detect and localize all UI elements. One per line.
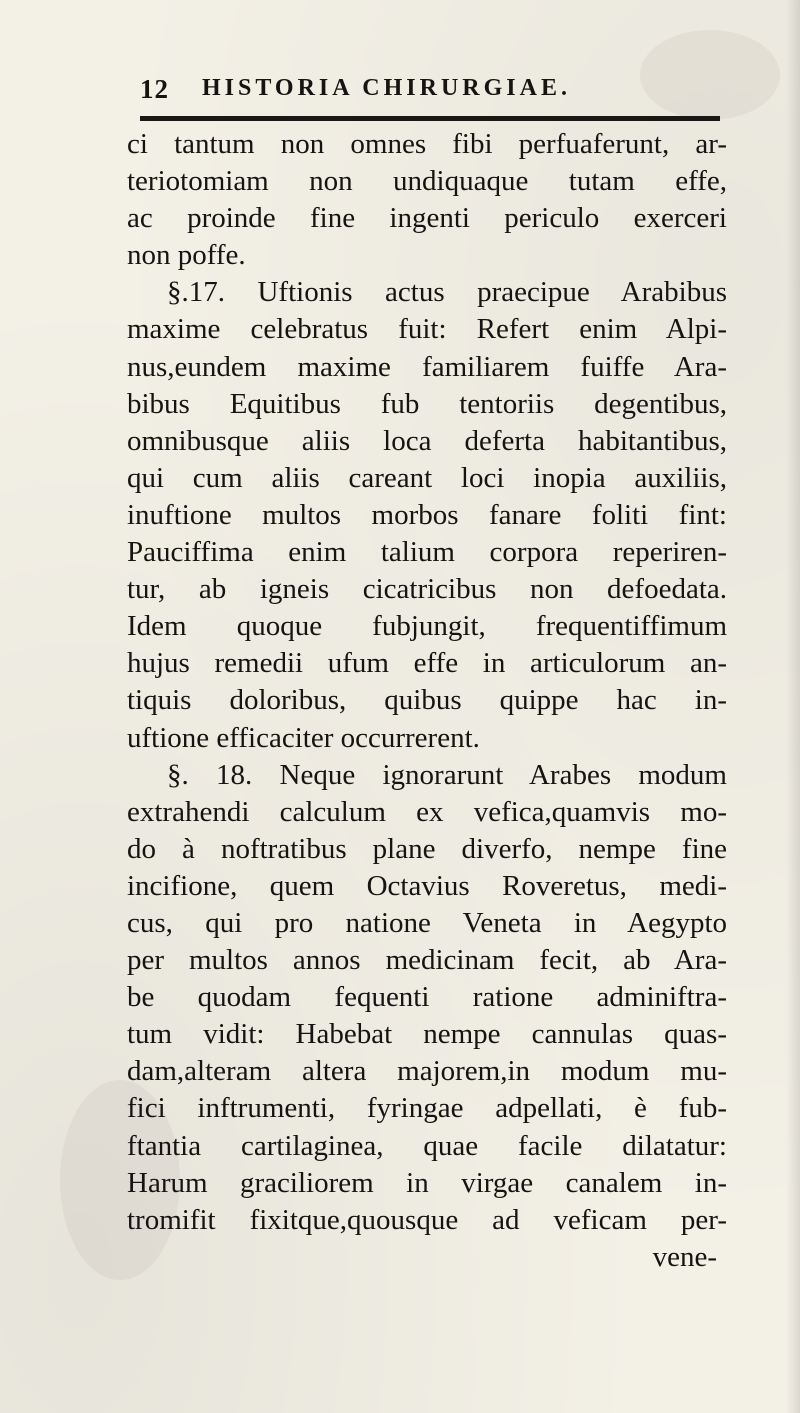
text-line: teriotomiam non undiquaque tutam effe, <box>127 165 727 198</box>
text-line: per multos annos medicinam fecit, ab Ara- <box>127 944 727 977</box>
text-line: §. 18. Neque ignorarunt Arabes modum <box>167 758 727 791</box>
text-line: §.17. Uftionis actus praecipue Arabibus <box>167 276 727 309</box>
text-line: Pauciffima enim talium corpora reperiren- <box>127 536 727 569</box>
text-line: do à noftratibus plane diverfo, nempe fine <box>127 832 727 865</box>
running-head: HISTORIA CHIRURGIAE. <box>202 75 571 101</box>
page-number: 12 <box>140 74 169 104</box>
text-line: tum vidit: Habebat nempe cannulas quas- <box>127 1018 727 1051</box>
text-line: fici inftrumenti, fyringae adpellati, è fub- <box>127 1092 727 1125</box>
text-line: dam,alteram altera majorem,in modum mu- <box>127 1055 727 1088</box>
body-text <box>127 126 727 1276</box>
text-line: ac proinde fine ingenti periculo exerceri <box>127 202 727 235</box>
text-line: tur, ab igneis cicatricibus non defoedata. <box>127 573 727 606</box>
text-line: cus, qui pro natione Veneta in Aegypto <box>127 906 727 939</box>
text-line: incifione, quem Octavius Roveretus, medi- <box>127 869 727 902</box>
text-line: Harum graciliorem in virgae canalem in- <box>127 1166 727 1199</box>
text-line: hujus remedii ufum effe in articulorum an- <box>127 647 727 680</box>
text-line: inuftione multos morbos fanare foliti fint: <box>127 498 727 531</box>
page-edge-shadow <box>786 0 800 1413</box>
text-line: be quodam fequenti ratione adminiftra- <box>127 981 727 1014</box>
text-line: extrahendi calculum ex vefica,quamvis mo- <box>127 795 727 828</box>
text-line: ci tantum non omnes fibi perfuaferunt, ar- <box>127 128 727 160</box>
text-line: tiquis doloribus, quibus quippe hac in- <box>127 684 727 717</box>
header-rule <box>140 116 720 121</box>
text-line: uftione efficaciter occurrerent. <box>127 721 480 754</box>
text-line: qui cum aliis careant loci inopia auxiliis, <box>127 461 727 494</box>
text-line: omnibusque aliis loca deferta habitantibus, <box>127 424 727 457</box>
text-line: non poffe. <box>127 239 246 272</box>
catchword: vene- <box>652 1240 717 1273</box>
text-line: maxime celebratus fuit: Refert enim Alpi- <box>127 313 727 346</box>
text-line: bibus Equitibus fub tentoriis degentibus, <box>127 387 727 420</box>
text-line: nus,eundem maxime familiarem fuiffe Ara- <box>127 350 727 383</box>
page-header <box>140 74 720 114</box>
text-line: Idem quoque fubjungit, frequentiffimum <box>127 610 727 643</box>
text-line: tromifit fixitque,quousque ad veficam per- <box>127 1203 727 1236</box>
text-line: ftantia cartilaginea, quae facile dilatatur: <box>127 1129 727 1162</box>
